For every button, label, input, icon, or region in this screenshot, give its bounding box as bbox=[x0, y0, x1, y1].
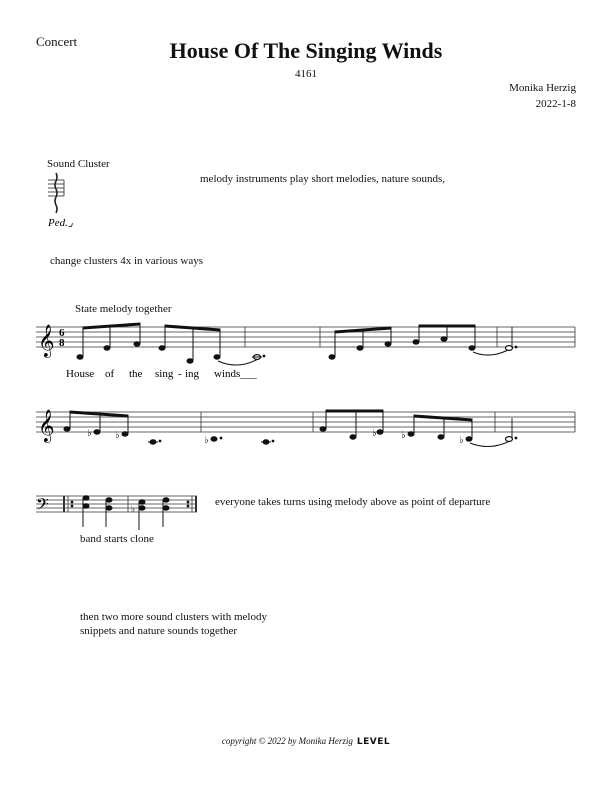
svg-text:♭: ♭ bbox=[204, 435, 209, 446]
pedal-marking: Ped.⌟ bbox=[48, 217, 74, 229]
closing-line-1: then two more sound clusters with melody bbox=[80, 611, 267, 623]
melody-notes-2 bbox=[64, 410, 517, 447]
svg-text:winds___: winds___ bbox=[214, 368, 257, 380]
svg-text:♭: ♭ bbox=[115, 430, 120, 441]
bass-chords bbox=[71, 496, 189, 530]
cluster-instruction: melody instruments play short melodies, nature sounds, bbox=[200, 173, 446, 185]
melody-label: State melody together bbox=[75, 303, 172, 315]
svg-text:♭: ♭ bbox=[401, 430, 406, 441]
lyrics bbox=[66, 368, 257, 380]
bass-note: band starts clone bbox=[80, 533, 154, 545]
sound-cluster-label: Sound Cluster bbox=[47, 158, 110, 170]
cluster-note: change clusters 4x in various ways bbox=[50, 255, 204, 267]
page-title: House Of The Singing Winds bbox=[169, 38, 443, 63]
svg-text:♭: ♭ bbox=[131, 504, 136, 514]
svg-text:-: - bbox=[178, 368, 182, 380]
bass-instruction: everyone takes turns using melody above as point of departure bbox=[215, 496, 491, 508]
time-sig-top: 6 bbox=[59, 327, 65, 339]
svg-text:the: the bbox=[129, 368, 143, 380]
time-sig-bottom: 8 bbox=[59, 337, 65, 349]
svg-text:♭: ♭ bbox=[87, 428, 92, 439]
svg-text:sing: sing bbox=[155, 368, 174, 380]
bass-staff bbox=[36, 496, 197, 512]
svg-text:of: of bbox=[105, 368, 115, 380]
treble-clef-icon-2: 𝄞 bbox=[38, 409, 55, 442]
part-label: Concert bbox=[36, 34, 78, 49]
closing-line-2: snippets and nature sounds together bbox=[80, 625, 238, 637]
bass-clef-icon: 𝄢 bbox=[36, 494, 49, 518]
piece-number: 4161 bbox=[295, 68, 317, 80]
svg-text:♭: ♭ bbox=[459, 435, 464, 446]
melody-notes-1 bbox=[77, 323, 517, 365]
treble-clef-icon: 𝄞 bbox=[38, 324, 55, 357]
sound-cluster-staff bbox=[48, 173, 64, 213]
composer-name: Monika Herzig bbox=[509, 82, 576, 94]
melody-staff-1 bbox=[36, 327, 575, 347]
composition-date: 2022-1-8 bbox=[535, 98, 576, 110]
level-logo: LEVEL bbox=[356, 737, 391, 747]
copyright-text: copyright © 2022 by Monika Herzig bbox=[221, 736, 353, 746]
svg-text:♭: ♭ bbox=[372, 428, 377, 439]
svg-text:House: House bbox=[66, 368, 95, 380]
svg-text:ing: ing bbox=[185, 368, 200, 380]
